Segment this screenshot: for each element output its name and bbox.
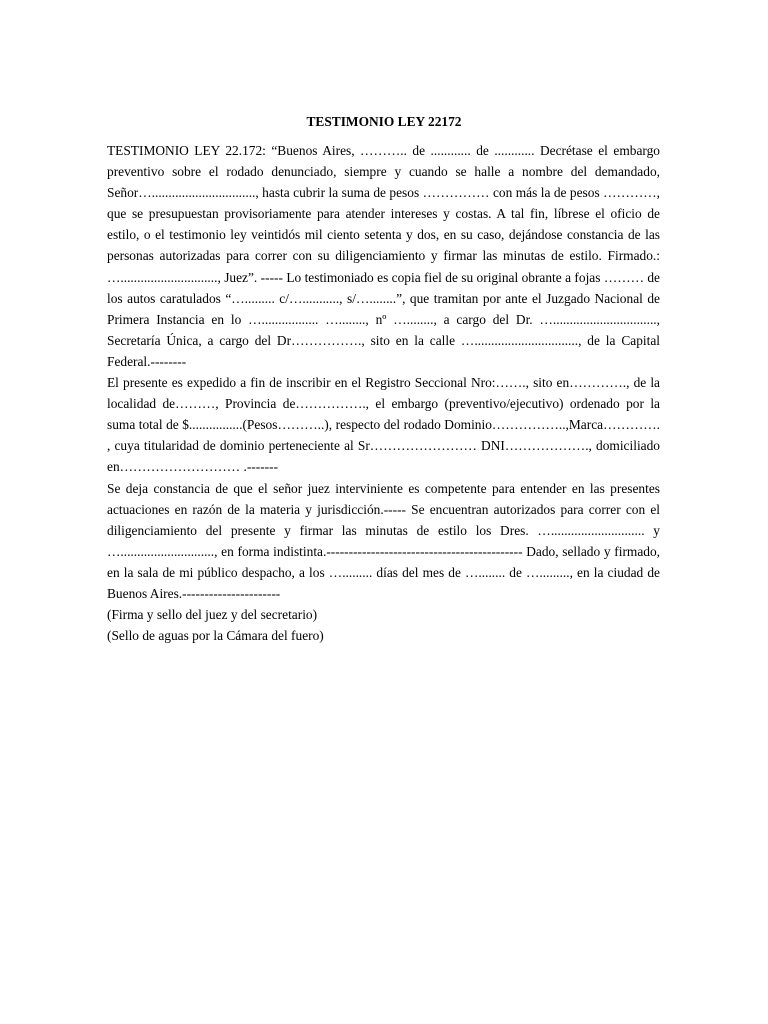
paragraph-decree: TESTIMONIO LEY 22.172: “Buenos Aires, ……….. de ............ de ............ Decrétase el embargo preventivo sobre el rodado denunciado, siempre y cuando se halle a nombre del demandado, Señor…..............................., hasta cubrir la suma de pesos …………… con más la de pesos …………, que se presupuestan provisoriamente para atender intereses y costas. A tal fin, líbrese el oficio de estilo, o el testimonio ley veintidós mil ciento setenta y dos, en su caso, dejándose constancia de las personas autorizadas para correr con su diligenciamiento y firmar las minutas de estilo. Firmado.: …............................., Juez”. ----- Lo testimoniado es copia fiel de su original obrante a fojas ……… de los autos caratulados “…......... c/…..........., s/…........”, que tramitan por ante el Juzgado Nacional de Primera Instancia en lo …................. …........, nº …........, a cargo del Dr. …..............................., Secretaría Única, a cargo del Dr……………., sito en la calle …..............................., de la Capital Federal.--------: [107, 143, 660, 369]
document-body: [107, 140, 660, 646]
paragraph-registry: El presente es expedido a fin de inscribir en el Registro Seccional Nro:……., sito en…………., de la localidad de………, Provincia de……………., el embargo (preventivo/ejecutivo) ordenado por la suma total de $................(Pesos………..), respecto del rodado Dominio……………..,Marca…………. , cuya titularidad de dominio perteneciente al Sr…………………… DNI………………., domiciliado en……………………… .-------: [107, 375, 660, 475]
paragraph-authorization: Se deja constancia de que el señor juez interviniente es competente para entender en las presentes actuaciones en razón de la materia y jurisdicción.----- Se encuentran autorizados para correr con el diligenciamiento del presente y firmar las minutas de estilo los Dres. …............................ y …............................, en forma indistinta.-------------------------------------------- Dado, sellado y firmado, en la sala de mi público despacho, a los …......... días del mes de …........ de …........., en la ciudad de Buenos Aires.----------------------: [107, 480, 660, 601]
signature-note: (Firma y sello del juez y del secretario): [107, 607, 318, 623]
seal-note: (Sello de aguas por la Cámara del fuero): [107, 628, 324, 644]
document-title: TESTIMONIO LEY 22172: [306, 114, 462, 129]
